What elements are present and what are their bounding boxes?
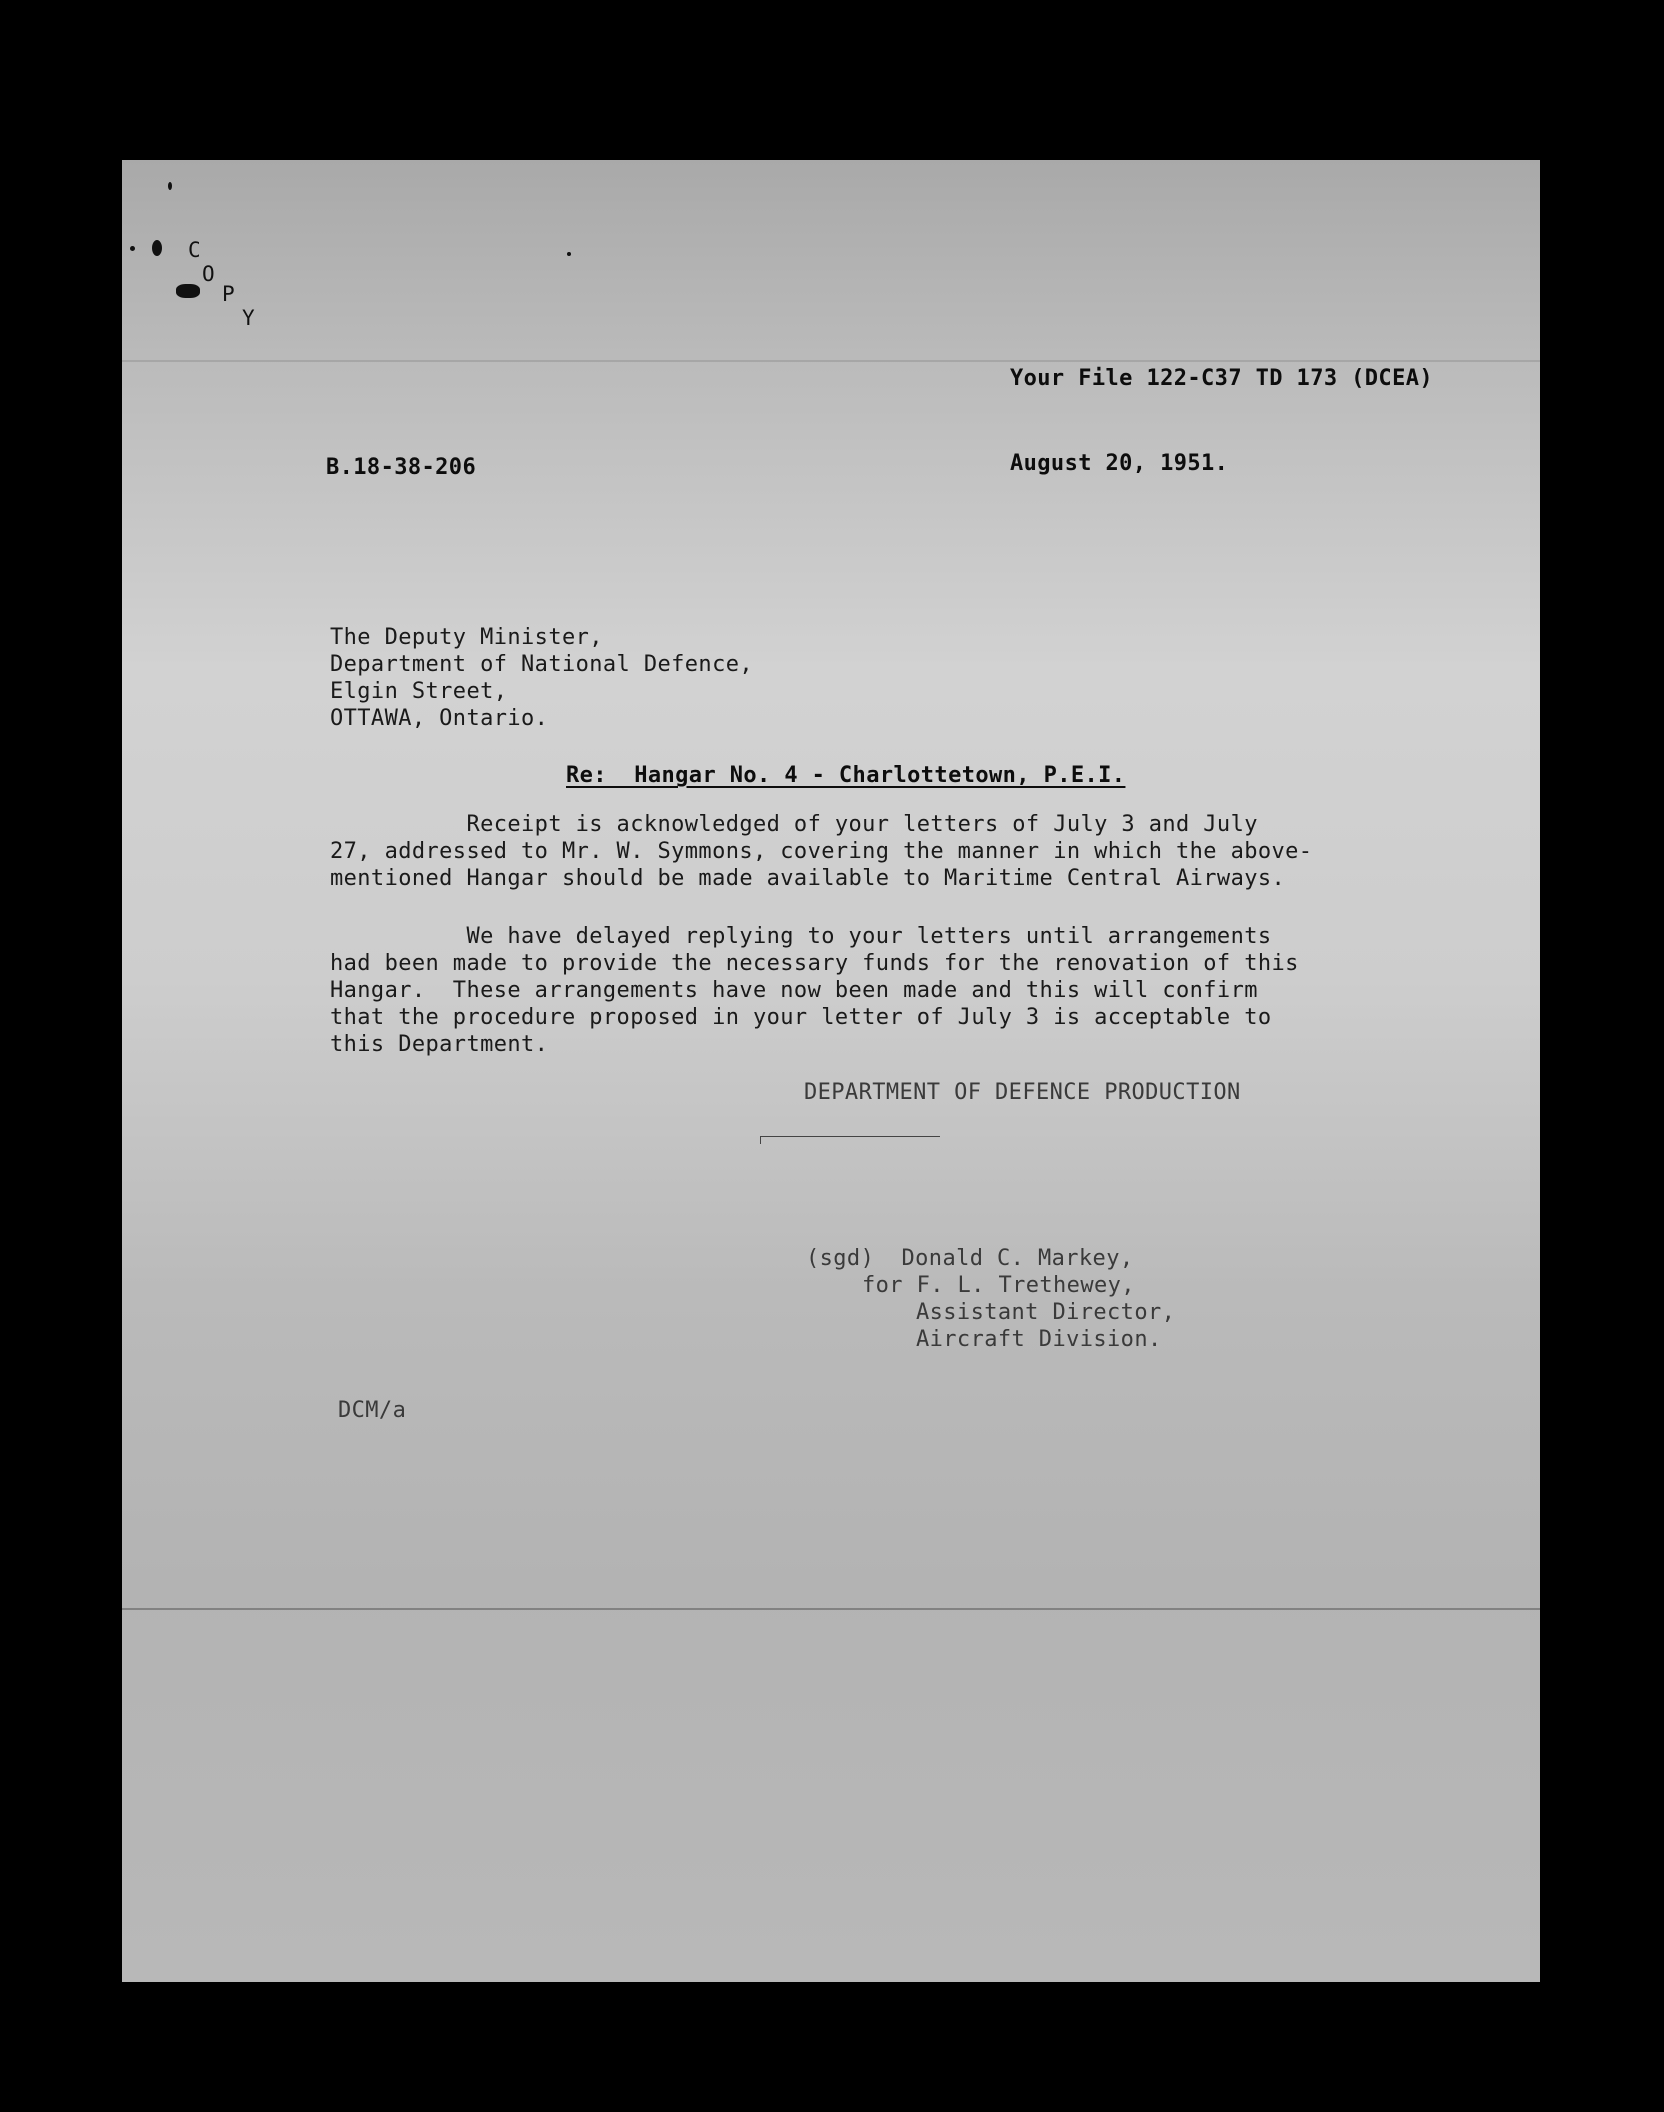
signature-rule — [760, 1136, 940, 1137]
signature-rule-tick — [760, 1136, 761, 1144]
address-line-2: Department of National Defence, — [330, 652, 753, 677]
address-line-3: Elgin Street, — [330, 679, 508, 704]
body-para1-line-1: Receipt is acknowledged of your letters of July 3 and July — [330, 812, 1258, 837]
body-para2-line-4: that the procedure proposed in your letter of July 3 is acceptable to — [330, 1005, 1272, 1030]
ink-blot — [567, 252, 571, 256]
signature-line-3: Assistant Director, — [916, 1300, 1176, 1325]
body-para2-line-2: had been made to provide the necessary funds for the renovation of this — [330, 951, 1299, 976]
signature-line-4: Aircraft Division. — [916, 1327, 1162, 1352]
copy-stamp-c: C — [188, 238, 202, 262]
address-line-1: The Deputy Minister, — [330, 625, 603, 650]
signature-org: DEPARTMENT OF DEFENCE PRODUCTION — [804, 1080, 1241, 1105]
copy-stamp-y: Y — [242, 306, 256, 330]
fold-line-bottom — [122, 1608, 1540, 1610]
ink-blot — [130, 246, 135, 251]
typist-initials: DCM/a — [338, 1398, 407, 1423]
copy-stamp-o: O — [202, 262, 216, 286]
ink-blot — [168, 182, 172, 190]
ink-blot — [152, 240, 162, 256]
file-reference: Your File 122-C37 TD 173 (DCEA) — [1010, 366, 1433, 391]
copy-stamp-p: P — [222, 282, 236, 306]
body-para1-line-3: mentioned Hangar should be made available to Maritime Central Airways. — [330, 866, 1286, 891]
letter-date: August 20, 1951. — [1010, 451, 1229, 476]
body-para1-line-2: 27, addressed to Mr. W. Symmons, covering the manner in which the above- — [330, 839, 1313, 864]
body-para2-line-1: We have delayed replying to your letters until arrangements — [330, 924, 1272, 949]
address-line-4: OTTAWA, Ontario. — [330, 706, 549, 731]
signature-line-1: (sgd) Donald C. Markey, — [806, 1246, 1134, 1271]
our-reference: B.18-38-206 — [326, 455, 477, 480]
ink-blot — [176, 284, 200, 298]
subject-line: Re: Hangar No. 4 - Charlottetown, P.E.I. — [566, 763, 1126, 788]
letter-page — [122, 160, 1540, 1982]
body-para2-line-3: Hangar. These arrangements have now been made and this will confirm — [330, 978, 1258, 1003]
signature-line-2: for F. L. Trethewey, — [862, 1273, 1135, 1298]
fold-line-top — [122, 360, 1540, 362]
body-para2-line-5: this Department. — [330, 1032, 549, 1057]
